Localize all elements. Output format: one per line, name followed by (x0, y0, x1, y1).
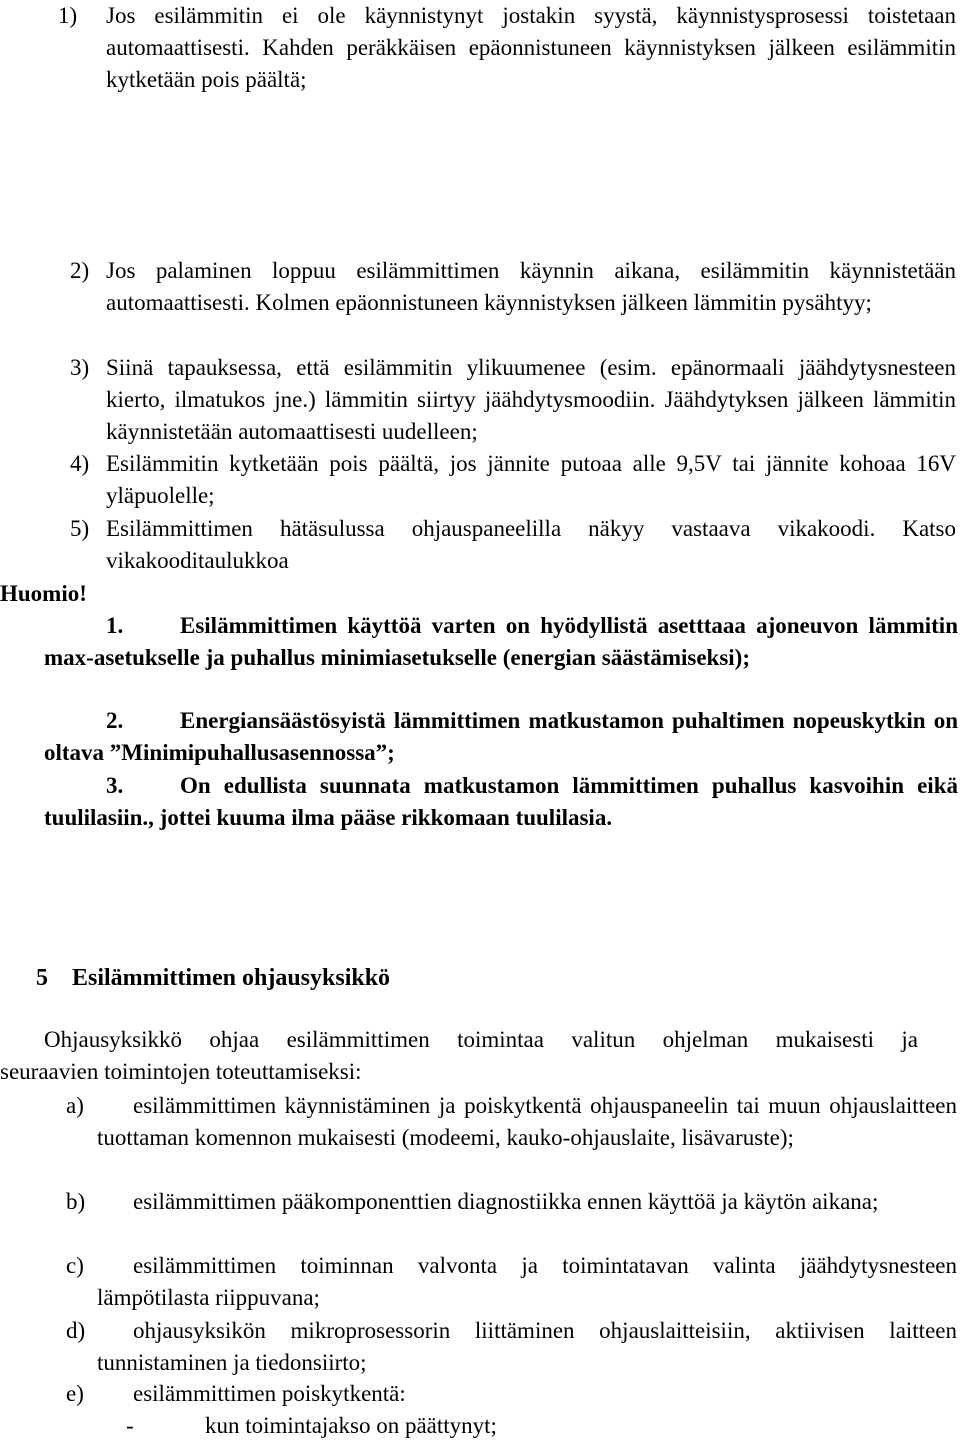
function-text: esilämmittimen käynnistäminen ja poiskytkentä ohjauspaneelin tai muun ohjauslaitteen tuottaman komennon mukaisesti (modeemi, kauko-ohjauslaite, lisävaruste); (97, 1093, 957, 1150)
note-title: Huomio! (0, 581, 87, 606)
section-intro-line2: seuraavien toimintojen toteuttamiseksi: (0, 1059, 362, 1084)
item-text: Esilämmitin kytketään pois päältä, jos jännite putoaa alle 9,5V tai jännite kohoaa 16V yläpuolelle; (106, 451, 956, 508)
function-text: esilämmittimen poiskytkentä: (133, 1381, 406, 1406)
section-title: Esilämmittimen ohjausyksikkö (72, 965, 391, 991)
item-text: Siinä tapauksessa, että esilämmitin ylikuumenee (esim. epänormaali jäähdytysnesteen kierto, ilmatukos jne.) lämmitin siirtyy jäähdytysmoodiin. Jäähdytyksen jälkeen lämmitin käynnistetään automaattisesti uudelleen; (106, 355, 956, 444)
function-label: d) (66, 1318, 86, 1343)
function-label: c) (66, 1253, 84, 1278)
function-text: esilämmittimen pääkomponenttien diagnostiikka ennen käyttöä ja käytön aikana; (133, 1189, 879, 1214)
section-intro-line1: Ohjausyksikkö ohjaa esilämmittimen toimintaa valitun ohjelman mukaisesti ja (44, 1027, 918, 1052)
item-number: 5) (70, 516, 90, 541)
function-text: ohjausyksikön mikroprosessorin liittäminen ohjauslaitteisiin, aktiivisen laitteen tunnistaminen ja tiedonsiirto; (97, 1318, 957, 1375)
function-label: a) (66, 1093, 84, 1118)
item-text: Esilämmittimen hätäsulussa ohjauspaneelilla näkyy vastaava vikakoodi. Katso vikakooditaulukkoa (106, 516, 956, 573)
note-number: 1. (106, 613, 124, 638)
note-number: 2. (106, 708, 124, 733)
note-number: 3. (106, 773, 124, 798)
section-number: 5 (36, 965, 48, 991)
function-label: e) (66, 1381, 84, 1406)
item-number: 1) (58, 3, 78, 28)
note-text: Energiansäästösyistä lämmittimen matkustamon puhaltimen nopeuskytkin on oltava ”Minimipuhallusasennossa”; (44, 708, 958, 765)
note-text: Esilämmittimen käyttöä varten on hyödyllistä asetttaaa ajoneuvon lämmitin max-asetukselle ja puhallus minimiasetukselle (energian säästämiseksi); (44, 613, 958, 670)
item-number: 4) (70, 451, 90, 476)
note-text: On edullista suunnata matkustamon lämmittimen puhallus kasvoihin eikä tuulilasiin., jottei kuuma ilma pääse rikkomaan tuulilasia. (44, 773, 958, 830)
item-number: 2) (70, 258, 90, 283)
subitem-dash: - (126, 1413, 134, 1438)
function-text: esilämmittimen toiminnan valvonta ja toimintatavan valinta jäähdytysnesteen lämpötilasta riippuvana; (97, 1253, 957, 1310)
function-label: b) (66, 1189, 86, 1214)
item-text: Jos palaminen loppuu esilämmittimen käynnin aikana, esilämmitin käynnistetään automaattisesti. Kolmen epäonnistuneen käynnistyksen jälkeen lämmitin pysähtyy; (106, 258, 956, 315)
item-number: 3) (70, 355, 90, 380)
subitem-text: kun toimintajakso on päättynyt; (205, 1413, 497, 1438)
item-text: Jos esilämmitin ei ole käynnistynyt jostakin syystä, käynnistysprosessi toistetaan automaattisesti. Kahden peräkkäisen epäonnistuneen käynnistyksen jälkeen esilämmitin kytketään pois päältä; (106, 3, 956, 92)
